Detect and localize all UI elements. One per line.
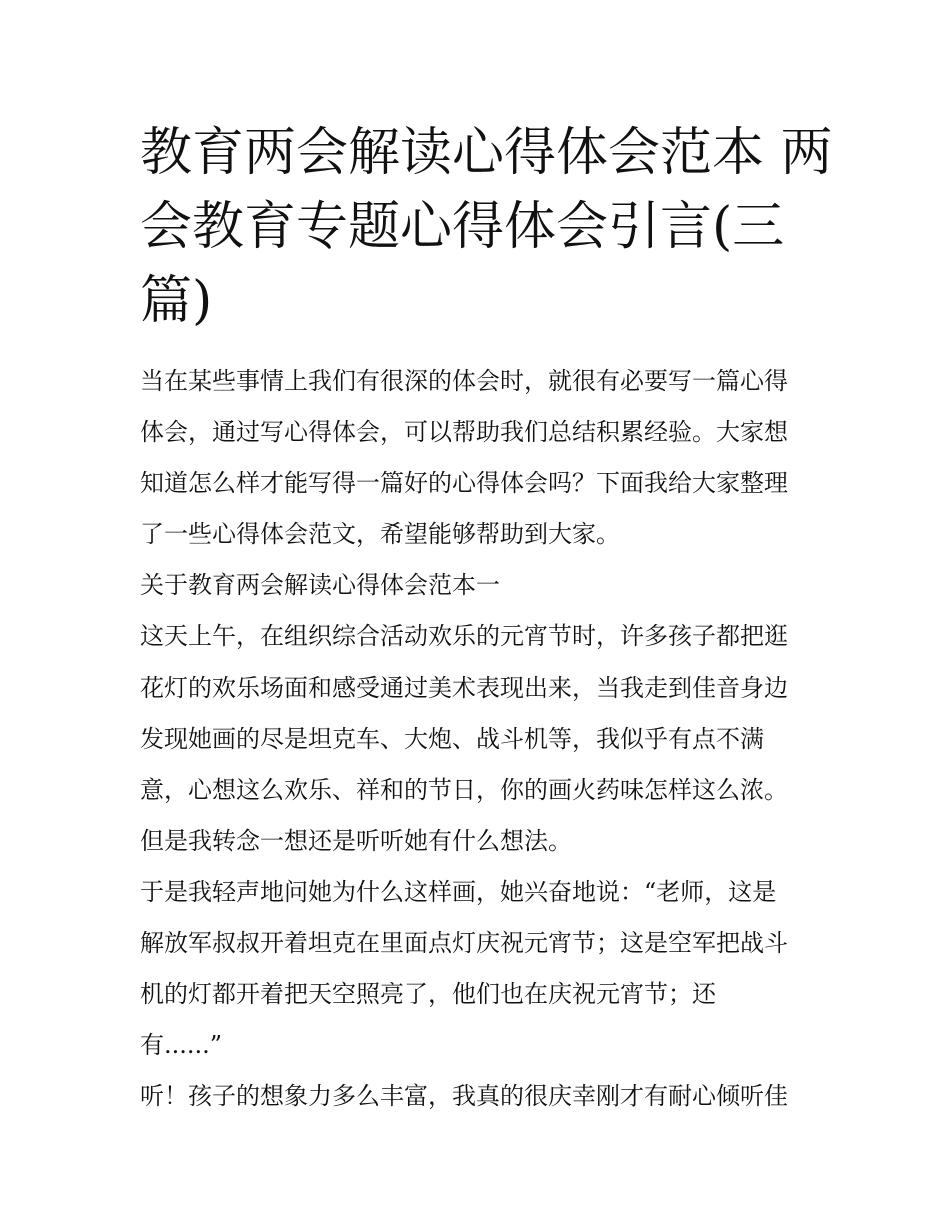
paragraph-line: 于是我轻声地问她为什么这样画，她兴奋地说：“老师，这是 [140, 877, 777, 906]
title-line: 篇) [140, 271, 213, 331]
paragraph-line: 花灯的欢乐场面和感受通过美术表现出来，当我走到佳音身边 [140, 673, 788, 702]
paragraph-line: 解放军叔叔开着坦克在里面点灯庆祝元宵节；这是空军把战斗 [140, 929, 788, 958]
document-body [140, 356, 820, 1122]
paragraph-line: 但是我转念一想还是听听她有什么想法。 [140, 826, 572, 855]
paragraph-line: 意，心想这么欢乐、祥和的节日，你的画火药味怎样这么浓。 [140, 775, 788, 804]
paragraph-line: 听！孩子的想象力多么丰富，我真的很庆幸刚才有耐心倾听佳 [140, 1082, 788, 1111]
intro-line: 了一些心得体会范文，希望能够帮助到大家。 [140, 520, 620, 549]
paragraph-line: 有......” [140, 1031, 223, 1060]
intro-line: 体会，通过写心得体会，可以帮助我们总结积累经验。大家想 [140, 418, 788, 447]
title-line: 会教育专题心得体会引言(三 [140, 197, 785, 257]
section-heading: 关于教育两会解读心得体会范本一 [140, 571, 500, 600]
paragraph-line: 这天上午，在组织综合活动欢乐的元宵节时，许多孩子都把逛 [140, 622, 788, 651]
title-line: 教育两会解读心得体会范本 两 [140, 123, 833, 183]
paragraph-line: 发现她画的尽是坦克车、大炮、战斗机等，我似乎有点不满 [140, 724, 764, 753]
document-title [140, 116, 833, 338]
intro-line: 当在某些事情上我们有很深的体会时，就很有必要写一篇心得 [140, 367, 788, 395]
paragraph-line: 机的灯都开着把天空照亮了，他们也在庆祝元宵节；还 [140, 980, 716, 1009]
intro-line: 知道怎么样才能写得一篇好的心得体会吗？下面我给大家整理 [140, 469, 788, 498]
